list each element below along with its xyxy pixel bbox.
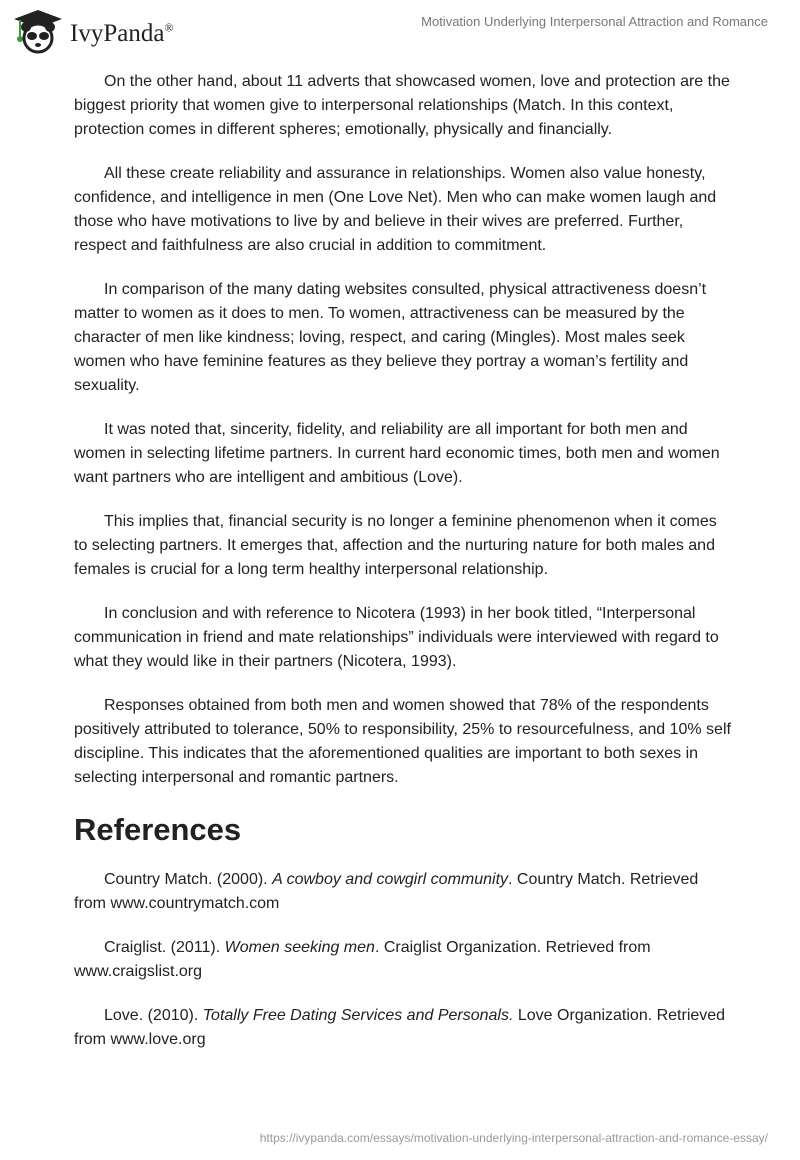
logo-text: IvyPanda®: [70, 20, 174, 47]
reference-item: Country Match. (2000). A cowboy and cowgirl community. Country Match. Retrieved from www.countrymatch.com: [74, 871, 699, 912]
panda-graduate-icon: [12, 8, 64, 54]
reference-item: Love. (2010). Totally Free Dating Services and Personals. Love Organization. Retrieved from www.love.org: [74, 1007, 726, 1048]
paragraph: In conclusion and with reference to Nicotera (1993) in her book titled, “Interpersonal communication in friend and mate relationships” individuals were interviewed with regard to what they would like in their partners (Nicotera, 1993).: [74, 605, 719, 670]
paragraph: This implies that, financial security is no longer a feminine phenomenon when it comes to selecting partners. It emerges that, affection and the nurturing nature for both males and females is crucial for a long term healthy interpersonal relationship.: [74, 513, 717, 578]
references-heading: References: [74, 812, 242, 847]
paragraph: In comparison of the many dating websites consulted, physical attractiveness doesn’t matter to women as it does to men. To women, attractiveness can be measured by the character of men like kindness; loving, respect, and caring (Mingles). Most males seek women who have feminine features as they believe they portray a woman’s fertility and sexuality.: [74, 281, 707, 394]
paragraph: On the other hand, about 11 adverts that showcased women, love and protection are the biggest priority that women give to interpersonal relationships (Match. In this context, protection comes in different spheres; emotionally, physically and financially.: [74, 73, 730, 138]
paragraph: Responses obtained from both men and women showed that 78% of the respondents positively attributed to tolerance, 50% to responsibility, 25% to resourcefulness, and 10% self discipline. This indicates that the aforementioned qualities are important to both sexes in selecting interpersonal and romantic partners.: [74, 697, 731, 786]
essay-body: [74, 70, 732, 1072]
source-url[interactable]: https://ivypanda.com/essays/motivation-underlying-interpersonal-attraction-and-romance-essay/: [259, 1131, 768, 1145]
document-title: Motivation Underlying Interpersonal Attraction and Romance: [421, 14, 768, 29]
paragraph: All these create reliability and assurance in relationships. Women also value honesty, confidence, and intelligence in men (One Love Net). Men who can make women laugh and those who have motivations to live by and believe in their wives are preferred. Further, respect and faithfulness are also crucial in addition to commitment.: [74, 165, 717, 254]
paragraph: It was noted that, sincerity, fidelity, and reliability are all important for both men and women in selecting lifetime partners. In current hard economic times, both men and women want partners who are intelligent and ambitious (Love).: [74, 421, 720, 486]
ivypanda-logo[interactable]: [12, 8, 174, 54]
reference-item: Craiglist. (2011). Women seeking men. Craiglist Organization. Retrieved from www.craigslist.org: [74, 939, 651, 980]
